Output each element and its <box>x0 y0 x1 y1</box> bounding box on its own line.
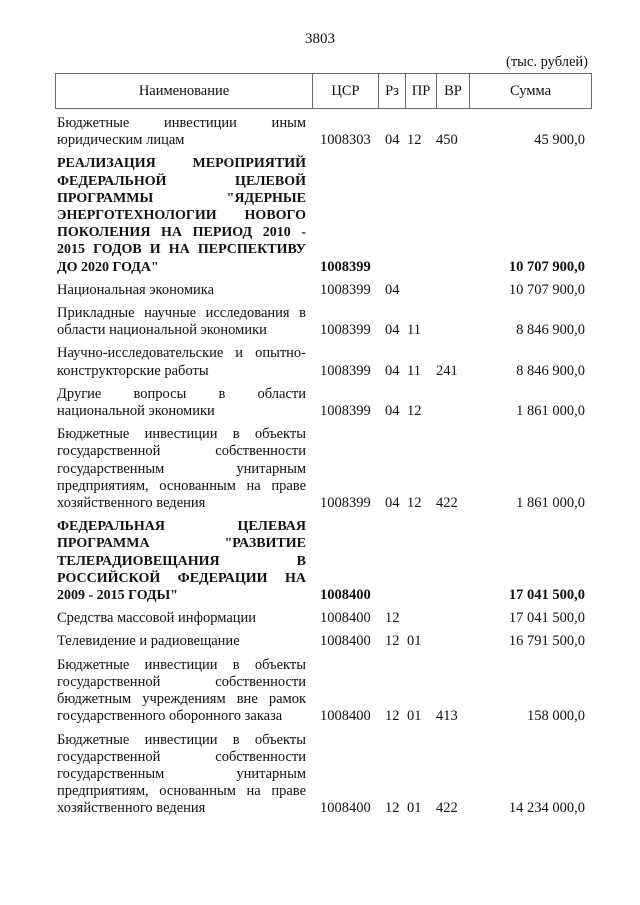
row-rz: 12 <box>385 800 400 817</box>
row-pr: 11 <box>407 362 421 379</box>
row-csr: 1008400 <box>320 633 371 650</box>
row-name: Бюджетные инвестиции в объекты государственной собственности государственным унитарным предприятиям, основанным на праве хозяйственного ведения <box>57 731 306 817</box>
row-name: Бюджетные инвестиции в объекты государственной собственности государственным унитарным предприятиям, основанным на праве хозяйственного ведения <box>57 426 306 512</box>
row-csr: 1008399 <box>320 495 371 512</box>
row-pr: 11 <box>407 322 421 339</box>
row-sum: 10 707 900,0 <box>508 281 585 298</box>
row-vr: 422 <box>436 800 458 817</box>
column-header-rz: Рз <box>379 74 406 108</box>
row-rz: 12 <box>385 708 400 725</box>
row-vr: 422 <box>436 495 458 512</box>
table-row-program <box>55 518 592 604</box>
row-vr: 450 <box>436 132 458 149</box>
column-header-name: Наименование <box>56 74 313 108</box>
table-row <box>55 115 592 149</box>
row-csr: 1008400 <box>320 708 371 725</box>
row-sum: 16 791 500,0 <box>508 633 585 650</box>
column-header-vr: ВР <box>437 74 470 108</box>
table-row <box>55 657 592 726</box>
row-sum: 17 041 500,0 <box>508 610 585 627</box>
row-sum: 1 861 000,0 <box>516 403 585 420</box>
row-name: Бюджетные инвестиции в объекты государственной собственности бюджетным учреждениям вне рамок государственного оборонного заказа <box>57 656 306 725</box>
row-csr: 1008399 <box>320 362 371 379</box>
row-name: РЕАЛИЗАЦИЯ МЕРОПРИЯТИЙ ФЕДЕРАЛЬНОЙ ЦЕЛЕВОЙ ПРОГРАММЫ "ЯДЕРНЫЕ ЭНЕРГОТЕХНОЛОГИИ НОВОГО ПОКОЛЕНИЯ НА ПЕРИОД 2010 - 2015 ГОДОВ И НА ПЕРСПЕКТИВУ ДО 2020 ГОДА" <box>57 156 306 275</box>
row-sum: 45 900,0 <box>534 132 585 149</box>
row-sum: 14 234 000,0 <box>508 800 585 817</box>
row-csr: 1008399 <box>320 322 371 339</box>
table-row <box>55 282 592 299</box>
column-header-pr: ПР <box>406 74 437 108</box>
row-sum: 8 846 900,0 <box>516 322 585 339</box>
row-name: ФЕДЕРАЛЬНАЯ ЦЕЛЕВАЯ ПРОГРАММА "РАЗВИТИЕ ТЕЛЕРАДИОВЕЩАНИЯ В РОССИЙСКОЙ ФЕДЕРАЦИИ НА 2009 - 2015 ГОДЫ" <box>57 519 306 604</box>
table-row <box>55 610 592 627</box>
row-name: Прикладные научные исследования в области национальной экономики <box>57 305 306 339</box>
row-sum: 8 846 900,0 <box>516 362 585 379</box>
row-pr: 01 <box>407 708 422 725</box>
row-sum: 158 000,0 <box>527 708 585 725</box>
row-name: Телевидение и радиовещание <box>57 633 240 650</box>
row-name: Научно-исследовательские и опытно-конструкторские работы <box>57 345 306 379</box>
row-rz: 04 <box>385 281 400 298</box>
row-vr: 241 <box>436 362 458 379</box>
row-rz: 04 <box>385 403 400 420</box>
table-row <box>55 386 592 420</box>
row-rz: 04 <box>385 132 400 149</box>
row-csr: 1008400 <box>320 610 371 627</box>
row-name: Другие вопросы в области национальной экономики <box>57 385 306 420</box>
budget-table <box>55 73 592 824</box>
column-header-sum: Сумма <box>509 82 552 99</box>
row-pr: 01 <box>407 800 422 817</box>
row-name: Бюджетные инвестиции иным юридическим лицам <box>57 115 306 149</box>
table-body <box>55 115 592 818</box>
row-sum: 1 861 000,0 <box>516 495 585 512</box>
row-csr: 1008399 <box>320 403 371 420</box>
table-header <box>55 73 592 109</box>
row-pr: 12 <box>407 132 422 149</box>
row-rz: 04 <box>385 362 400 379</box>
row-rz: 12 <box>385 633 400 650</box>
row-csr: 1008303 <box>320 132 371 149</box>
page-number: 3803 <box>305 31 335 47</box>
units-label: (тыс. рублей) <box>506 54 588 70</box>
row-vr: 413 <box>436 708 458 725</box>
row-sum: 10 707 900,0 <box>508 258 585 275</box>
row-pr: 12 <box>407 403 422 420</box>
row-csr: 1008399 <box>320 281 371 298</box>
row-name: Национальная экономика <box>57 281 215 298</box>
table-row <box>55 732 592 818</box>
row-sum: 17 041 500,0 <box>508 587 585 604</box>
table-row-program <box>55 155 592 275</box>
row-pr: 01 <box>407 633 422 650</box>
row-pr: 12 <box>407 495 422 512</box>
row-csr: 1008400 <box>320 800 371 817</box>
table-row <box>55 305 592 339</box>
column-header-csr: ЦСР <box>313 74 379 108</box>
row-csr: 1008400 <box>320 587 371 604</box>
row-name: Средства массовой информации <box>57 610 257 627</box>
row-rz: 12 <box>385 610 400 627</box>
row-csr: 1008399 <box>320 258 371 275</box>
table-row <box>55 345 592 379</box>
table-row <box>55 426 592 512</box>
table-row <box>55 633 592 650</box>
row-rz: 04 <box>385 495 400 512</box>
row-rz: 04 <box>385 322 400 339</box>
